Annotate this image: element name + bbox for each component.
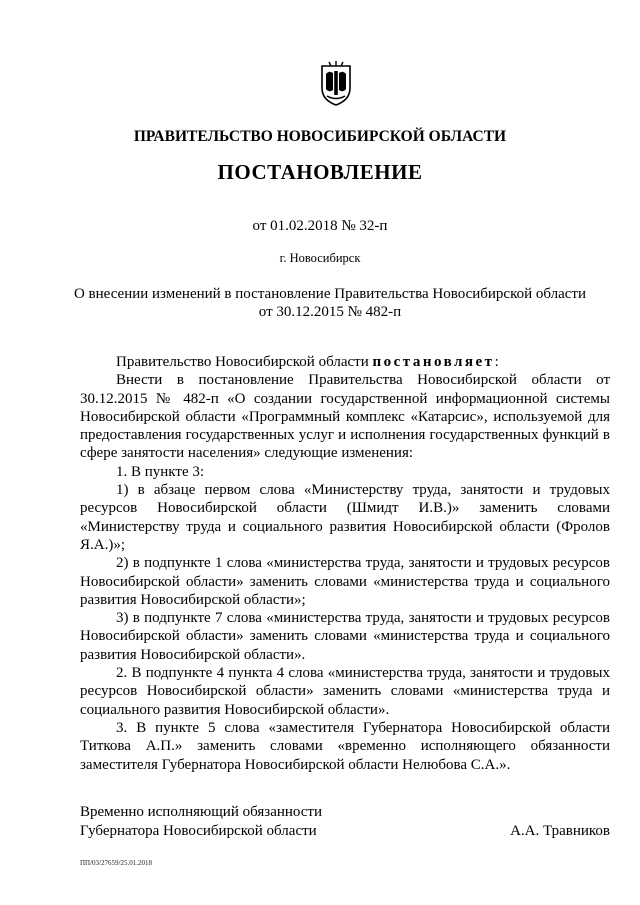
intro-prefix: Правительство Новосибирской области [116, 354, 373, 370]
body-paragraph: 2. В подпункте 4 пункта 4 слова «министерства труда, занятости и трудовых ресурсов Новосибирской области» заменить словами «министерства труда и социального развития Новосибирской области». [80, 665, 610, 718]
document-type: ПОСТАНОВЛЕНИЕ [217, 160, 423, 184]
signatory-position: Временно исполняющий обязанности [80, 804, 323, 820]
intro-keyword: постановляет [372, 354, 495, 370]
body-paragraph: 1. В пункте 3: [116, 463, 205, 480]
subject-line: от 30.12.2015 № 482-п [258, 304, 402, 320]
signatory-name: А.А. Травников [510, 822, 610, 839]
body-paragraph: 2) в подпункте 1 слова «министерства труда, занятости и трудовых ресурсов Новосибирской области» заменить словами «министерства труда и социального развития Новосибирской области»; [80, 555, 610, 608]
body-paragraph: 3) в подпункте 7 слова «министерства труда, занятости и трудовых ресурсов Новосибирской области» заменить словами «министерства труда и социального развития Новосибирской области». [80, 610, 610, 663]
organization-title: ПРАВИТЕЛЬСТВО НОВОСИБИРСКОЙ ОБЛАСТИ [133, 128, 507, 145]
body-paragraph: 1) в абзаце первом слова «Министерству труда, занятости и трудовых ресурсов Новосибирской области (Шмидт И.В.)» заменить словами «Министерству труда и социального развития Новосибирской области (Фролов Я.А.)»; [80, 482, 610, 553]
document-city: г. Новосибирск [279, 251, 361, 265]
subject-line: О внесении изменений в постановление Правительства Новосибирской области [73, 286, 587, 302]
body-paragraph: 3. В пункте 5 слова «заместителя Губернатора Новосибирской области Титкова А.П.» заменить словами «временно исполняющего обязанности заместителя Губернатора Новосибирской области Нелюбова С.А.». [80, 719, 610, 773]
signature-block [80, 803, 610, 840]
document-registration-code: ПП/03/27659/25.01.2018 [80, 859, 152, 867]
body-paragraph: Внести в постановление Правительства Новосибирской области от 30.12.2015 № 482-п «О создании государственной информационной системы Новосибирской области «Программный комплекс «Катарсис», используемой для предоставления государственных услуг и исполнения государственных функций в сфере занятости населения» следующие изменения: [80, 372, 610, 462]
document-subject [60, 285, 600, 321]
document-date-number: от 01.02.2018 № 32-п [252, 218, 388, 234]
intro-paragraph [80, 353, 610, 371]
signatory-position: Губернатора Новосибирской области [80, 822, 317, 839]
coat-of-arms-icon [317, 60, 355, 106]
intro-suffix: : [494, 354, 499, 370]
document-body [80, 353, 610, 774]
